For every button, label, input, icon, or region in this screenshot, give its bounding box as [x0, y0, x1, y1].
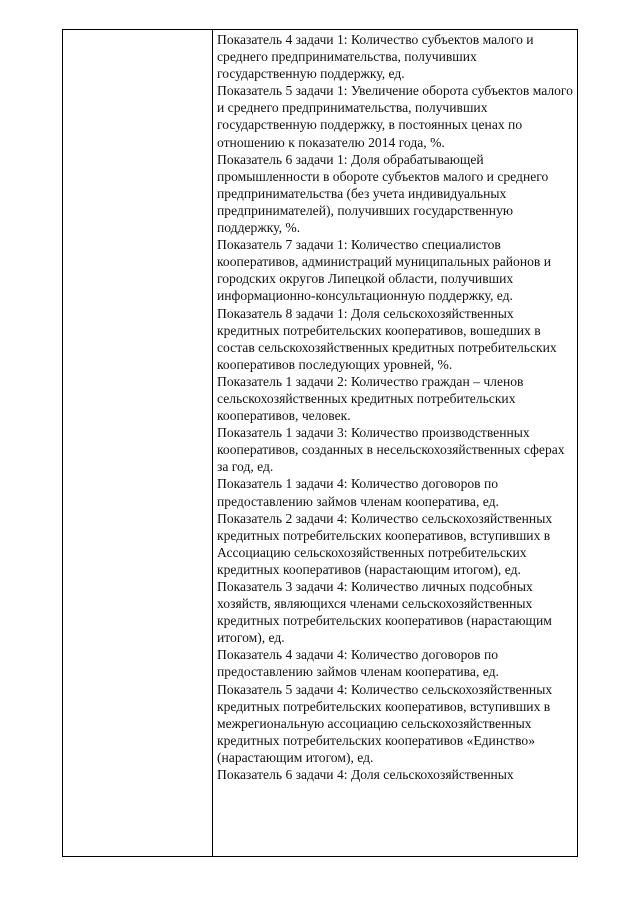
indicator-1-task-2: Показатель 1 задачи 2: Количество граждан – членов сельскохозяйственных кредитных потребительских кооперативов, человек.: [217, 373, 524, 424]
indicator-1-task-3: Показатель 1 задачи 3: Количество производственных кооперативов, созданных в несельскохозяйственных сферах за год, ед.: [217, 425, 565, 475]
table-right-cell: [213, 30, 577, 856]
indicator-7-task-1: Показатель 7 задачи 1: Количество специалистов кооперативов, администраций муниципальных районов и городских округов Липецкой области, получивших информационно-консультационную поддержку, ед.: [217, 237, 551, 304]
indicator-1-task-4: Показатель 1 задачи 4: Количество договоров по предоставлению займов членам кооператива, ед.: [217, 476, 499, 509]
indicator-6-task-1: Показатель 6 задачи 1: Доля обрабатывающей промышленности в обороте субъектов малого и среднего предпринимательства (без учета индивидуальных предпринимателей), получивших государственную поддержку, %.: [217, 151, 549, 236]
indicator-5-task-4: Показатель 5 задачи 4: Количество сельскохозяйственных кредитных потребительских кооперативов, вступивших в межрегиональную ассоциацию сельскохозяйственных кредитных потребительских кооперативов «Единство» (нарастающим итогом), ед.: [217, 681, 553, 765]
indicator-4-task-1: Показатель 4 задачи 1: Количество субъектов малого и среднего предпринимательства, получивших государственную поддержку, ед.: [217, 32, 534, 82]
indicator-4-task-4: Показатель 4 задачи 4: Количество договоров по предоставлению займов членам кооператива, ед.: [217, 647, 499, 680]
indicator-6-task-4: Показатель 6 задачи 4: Доля сельскохозяйственных: [217, 767, 514, 783]
indicator-2-task-4: Показатель 2 задачи 4: Количество сельскохозяйственных кредитных потребительских кооперативов, вступивших в Ассоциацию сельскохозяйственных потребительских кредитных кооперативов (нарастающим итогом), ед.: [217, 510, 553, 577]
table-left-cell: [63, 30, 213, 856]
indicator-8-task-1: Показатель 8 задачи 1: Доля сельскохозяйственных кредитных потребительских кооперативов, вошедших в состав сельскохозяйственных кредитных потребительских кооперативов последующих уровней, %.: [217, 305, 557, 372]
document-table: [62, 29, 578, 857]
indicator-5-task-1: Показатель 5 задачи 1: Увеличение оборота субъектов малого и среднего предпринимательства, получивших государственную поддержку, в постоянных ценах по отношению к показателю 2014 года, %.: [217, 83, 573, 150]
indicator-3-task-4: Показатель 3 задачи 4: Количество личных подсобных хозяйств, являющихся членами сельскохозяйственных кредитных потребительских кооперативов (нарастающим итогом), ед.: [217, 579, 552, 646]
